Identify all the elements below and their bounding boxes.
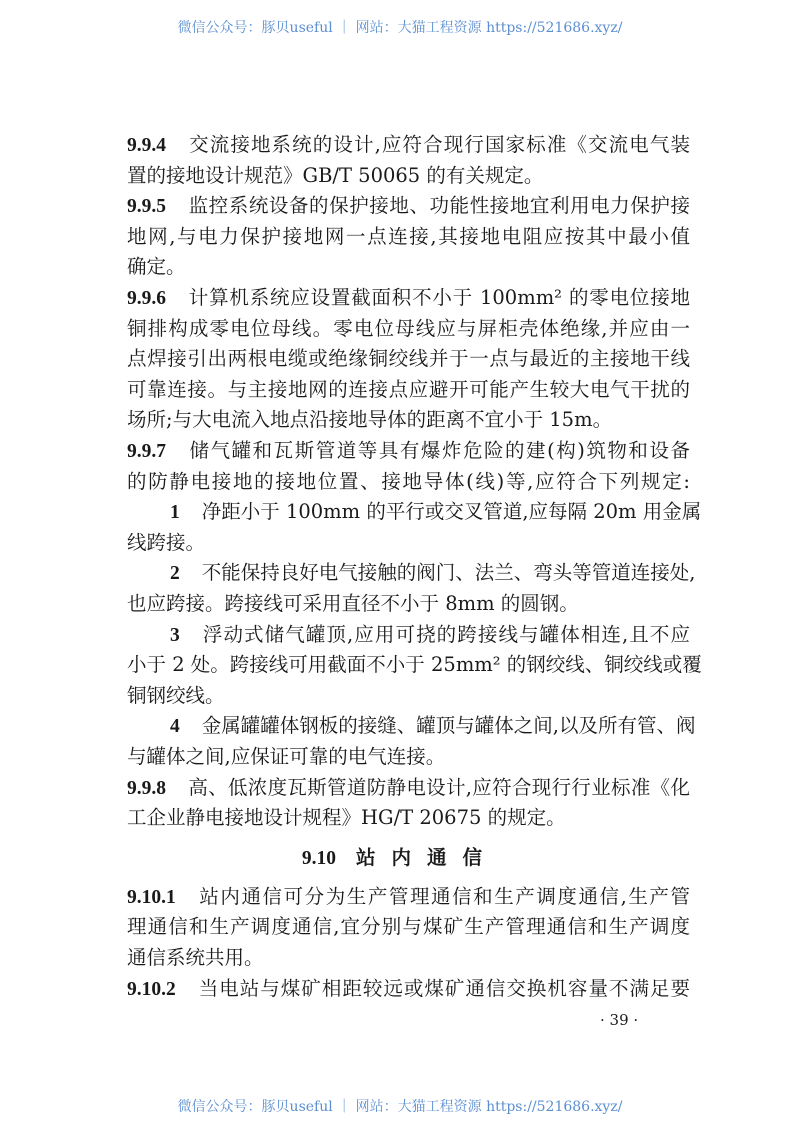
- section-title: 站内通信: [356, 846, 499, 869]
- clause-text: 场所;与大电流入地点沿接地导体的距离不宜小于 15m。: [127, 408, 613, 432]
- text-line: [127, 316, 690, 342]
- clause-line: [127, 285, 690, 311]
- clause-line: [170, 499, 702, 525]
- clause-text: 与罐体之间,应保证可靠的电气连接。: [127, 745, 446, 768]
- clause-line: [127, 976, 690, 1002]
- clause-number: 9.10.1: [127, 886, 176, 908]
- clause-text: 也应跨接。跨接线可采用直径不小于 8mm 的圆钢。: [127, 592, 579, 615]
- text-line: [127, 652, 702, 678]
- clause-text: 储气罐和瓦斯管道等具有爆炸危险的建(构)筑物和设备: [188, 439, 690, 462]
- text-line: [127, 805, 690, 831]
- clause-line: [170, 713, 696, 739]
- clause-text: 工企业静电接地设计规程》HG/T 20675 的规定。: [127, 806, 566, 830]
- clause-text: 高、低浓度瓦斯管道防静电设计,应符合现行行业标准《化: [188, 775, 690, 799]
- text-line: [127, 346, 690, 372]
- clause-line: [127, 438, 690, 464]
- clause-text: 小于 2 处。跨接线可用截面不小于 25mm² 的钢绞线、铜绞线或覆: [127, 653, 702, 677]
- clause-text: 通信系统共用。: [127, 946, 264, 969]
- clause-text: 地网,与电力保护接地网一点连接,其接地电阻应按其中最小值: [127, 224, 690, 248]
- clause-text: 置的接地设计规范》GB/T 50065 的有关规定。: [127, 163, 544, 187]
- clause-number: 9.9.6: [127, 288, 166, 309]
- clause-line: [170, 560, 696, 586]
- text-line: [127, 591, 690, 617]
- clause-text: 的防静电接地的接地位置、接地导体(线)等,应符合下列规定:: [127, 469, 690, 493]
- text-line: [127, 744, 690, 770]
- clause-line: [127, 884, 690, 910]
- clause-text: 铜钢绞线。: [127, 683, 225, 707]
- clause-text: 交流接地系统的设计,应符合现行国家标准《交流电气装: [188, 133, 690, 156]
- text-line: [127, 377, 690, 403]
- clause-text: 理通信和生产调度通信,宜分别与煤矿生产管理通信和生产调度: [127, 915, 690, 939]
- clause-line: [127, 193, 690, 219]
- clause-text: 点焊接引出两根电缆或绝缘铜绞线并于一点与最近的主接地干线: [127, 347, 690, 371]
- text-line: [127, 945, 690, 971]
- clause-line: [127, 775, 690, 801]
- clause-text: 线跨接。: [127, 530, 206, 554]
- clause-number: 3: [170, 624, 180, 646]
- text-line: [127, 224, 690, 250]
- clause-text: 监控系统设备的保护接地、功能性接地宜利用电力保护接: [188, 194, 690, 218]
- clause-text: 确定。: [127, 255, 186, 279]
- clause-text: 铜排构成零电位母线。零电位母线应与屏柜壳体绝缘,并应由一: [127, 316, 690, 340]
- clause-number: 9.10.2: [127, 978, 176, 1000]
- clause-number: 9.9.5: [127, 196, 166, 218]
- watermark-header: 微信公众号：豚贝useful ｜ 网站：大猫工程资源 https://521686.xyz/: [177, 20, 623, 36]
- text-line: [127, 530, 690, 556]
- clause-number: 4: [170, 716, 180, 738]
- clause-line: [170, 622, 690, 648]
- page-number: · 39 ·: [600, 1011, 639, 1029]
- clause-number: 2: [170, 563, 180, 585]
- clause-line: [127, 132, 690, 158]
- watermark-footer: 微信公众号：豚贝useful ｜ 网站：大猫工程资源 https://521686.xyz/: [177, 1099, 623, 1115]
- clause-number: 1: [170, 502, 180, 524]
- clause-number: 9.9.4: [127, 135, 166, 156]
- clause-text: 可靠连接。与主接地网的连接点应避开可能产生较大电气干扰的: [127, 377, 690, 401]
- clause-text: 净距小于 100mm 的平行或交叉管道,应每隔 20m 用金属: [201, 500, 702, 524]
- clause-text: 站内通信可分为生产管理通信和生产调度通信,生产管: [197, 884, 690, 908]
- clause-text: 计算机系统应设置截面积不小于 100mm² 的零电位接地: [188, 286, 690, 309]
- clause-number: 9.9.7: [127, 441, 166, 462]
- text-line: [127, 683, 690, 709]
- clause-text: 浮动式储气罐顶,应用可挠的跨接线与罐体相连,且不应: [201, 622, 690, 646]
- text-line: [127, 469, 690, 495]
- clause-text: 金属罐罐体钢板的接缝、罐顶与罐体之间,以及所有管、阀: [201, 714, 696, 738]
- text-line: [127, 914, 690, 940]
- text-line: [127, 407, 690, 433]
- clause-number: 9.9.8: [127, 777, 166, 799]
- clause-text: 当电站与煤矿相距较远或煤矿通信交换机容量不满足要: [197, 976, 690, 1000]
- clause-text: 不能保持良好电气接触的阀门、法兰、弯头等管道连接处,: [201, 561, 696, 585]
- section-number: 9.10: [301, 848, 337, 869]
- text-line: [127, 254, 690, 280]
- text-line: [127, 163, 690, 189]
- section-heading: [0, 845, 800, 871]
